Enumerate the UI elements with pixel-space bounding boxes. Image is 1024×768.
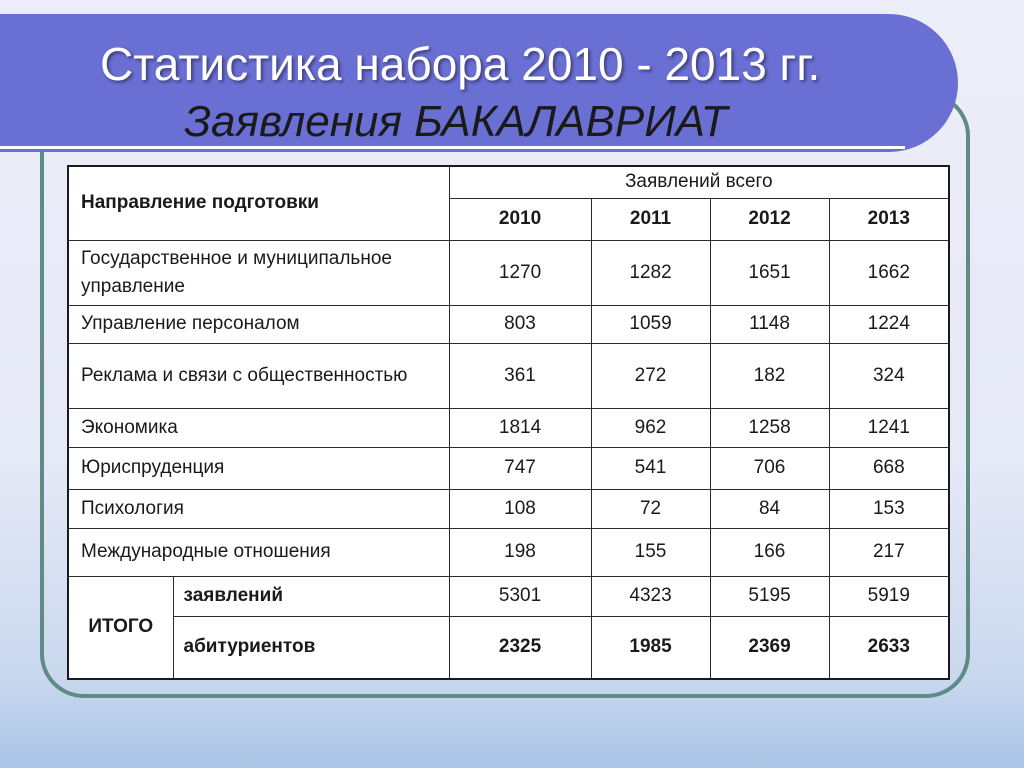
header-direction: Направление подготовки <box>68 166 449 240</box>
value-cell: 72 <box>591 489 710 528</box>
slide-title: Статистика набора 2010 - 2013 гг. <box>100 38 821 90</box>
title-banner <box>0 14 958 152</box>
table-row <box>68 408 949 447</box>
value-cell: 1224 <box>829 305 949 343</box>
table-row <box>68 305 949 343</box>
value-cell: 541 <box>591 447 710 489</box>
direction-cell: Психология <box>68 489 449 528</box>
value-cell: 217 <box>829 528 949 576</box>
title-underline <box>0 146 905 149</box>
direction-cell: Реклама и связи с общественностью <box>68 343 449 408</box>
total-applicants-cell: 2633 <box>829 616 949 679</box>
direction-cell: Управление персоналом <box>68 305 449 343</box>
value-cell: 1662 <box>829 240 949 305</box>
value-cell: 166 <box>710 528 829 576</box>
direction-cell: Экономика <box>68 408 449 447</box>
direction-cell: Международные отношения <box>68 528 449 576</box>
value-cell: 1814 <box>449 408 591 447</box>
total-applicants-label: абитуриентов <box>173 616 449 679</box>
header-total-applications: Заявлений всего <box>449 166 949 198</box>
value-cell: 747 <box>449 447 591 489</box>
value-cell: 668 <box>829 447 949 489</box>
table-row <box>68 240 949 305</box>
total-applications-cell: 5195 <box>710 576 829 616</box>
value-cell: 1651 <box>710 240 829 305</box>
direction-cell: Государственное и муниципальное управление <box>68 240 449 305</box>
value-cell: 272 <box>591 343 710 408</box>
total-applications-label: заявлений <box>173 576 449 616</box>
total-applications-cell: 4323 <box>591 576 710 616</box>
total-applications-cell: 5919 <box>829 576 949 616</box>
header-year: 2013 <box>829 198 949 240</box>
value-cell: 803 <box>449 305 591 343</box>
slide-subtitle: Заявления БАКАЛАВРИАТ <box>184 97 728 146</box>
value-cell: 108 <box>449 489 591 528</box>
value-cell: 1282 <box>591 240 710 305</box>
value-cell: 962 <box>591 408 710 447</box>
table-row <box>68 343 949 408</box>
value-cell: 1059 <box>591 305 710 343</box>
value-cell: 155 <box>591 528 710 576</box>
value-cell: 1241 <box>829 408 949 447</box>
table-header-row <box>68 166 949 198</box>
header-year: 2012 <box>710 198 829 240</box>
total-applicants-row <box>68 616 949 679</box>
value-cell: 1270 <box>449 240 591 305</box>
table-row <box>68 528 949 576</box>
statistics-table <box>67 165 950 680</box>
value-cell: 153 <box>829 489 949 528</box>
value-cell: 1148 <box>710 305 829 343</box>
direction-cell: Юриспруденция <box>68 447 449 489</box>
total-applicants-cell: 1985 <box>591 616 710 679</box>
header-year: 2011 <box>591 198 710 240</box>
value-cell: 706 <box>710 447 829 489</box>
total-label: ИТОГО <box>68 576 173 679</box>
table-row <box>68 447 949 489</box>
value-cell: 361 <box>449 343 591 408</box>
total-applications-cell: 5301 <box>449 576 591 616</box>
value-cell: 182 <box>710 343 829 408</box>
value-cell: 84 <box>710 489 829 528</box>
value-cell: 198 <box>449 528 591 576</box>
table-row <box>68 489 949 528</box>
value-cell: 1258 <box>710 408 829 447</box>
header-year: 2010 <box>449 198 591 240</box>
total-applications-row <box>68 576 949 616</box>
total-applicants-cell: 2325 <box>449 616 591 679</box>
total-applicants-cell: 2369 <box>710 616 829 679</box>
value-cell: 324 <box>829 343 949 408</box>
